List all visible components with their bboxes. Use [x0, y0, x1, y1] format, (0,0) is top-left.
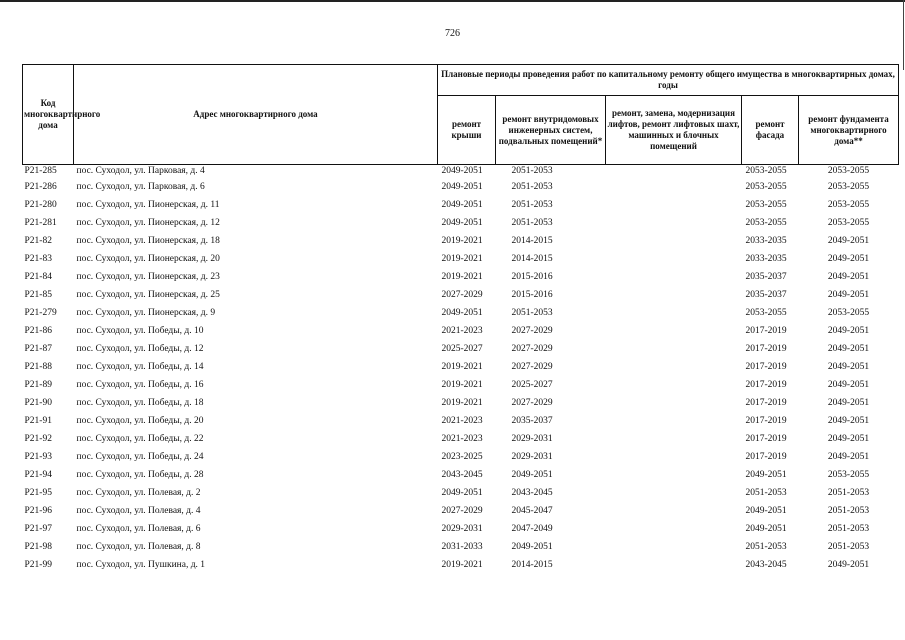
cell-foundation: 2053-2055 — [827, 200, 870, 210]
table-row — [23, 466, 899, 484]
cell-systems: 2035-2037 — [511, 416, 553, 426]
cell-code: P21-92 — [24, 434, 52, 444]
cell-code: P21-84 — [24, 272, 52, 282]
cell-facade: 2017-2019 — [745, 452, 787, 462]
cell-roof: 2049-2051 — [441, 182, 483, 192]
cell-systems: 2015-2016 — [511, 290, 553, 300]
cell-lifts — [606, 196, 742, 214]
table-row — [23, 178, 899, 196]
table-row — [23, 448, 899, 466]
cell-foundation: 2049-2051 — [827, 452, 870, 462]
cell-address: пос. Суходол, ул. Победы, д. 18 — [76, 398, 204, 408]
table-row — [23, 394, 899, 412]
cell-facade: 2017-2019 — [745, 434, 787, 444]
cell-systems: 2029-2031 — [511, 452, 553, 462]
cell-address: пос. Суходол, ул. Пионерская, д. 25 — [76, 290, 220, 300]
cell-foundation: 2049-2051 — [827, 380, 870, 390]
cell-lifts — [606, 178, 742, 196]
table-row — [23, 304, 899, 322]
cell-roof: 2019-2021 — [441, 560, 483, 570]
header-lifts: ремонт, замена, модернизация лифтов, ремонт лифтовых шахт, машинных и блочных помещений — [606, 96, 742, 165]
cell-address: пос. Суходол, ул. Полевая, д. 8 — [76, 542, 201, 552]
cell-systems: 2051-2053 — [511, 182, 553, 192]
cell-code: P21-280 — [24, 200, 57, 210]
cell-lifts — [606, 358, 742, 376]
cell-lifts — [606, 250, 742, 268]
cell-systems: 2014-2015 — [511, 560, 553, 570]
cell-address: пос. Суходол, ул. Победы, д. 14 — [76, 362, 204, 372]
cell-foundation: 2049-2051 — [827, 560, 870, 570]
cell-lifts — [606, 322, 742, 340]
cell-facade: 2017-2019 — [745, 344, 787, 354]
cell-code: P21-86 — [24, 326, 52, 336]
cell-roof: 2049-2051 — [441, 308, 483, 318]
cell-lifts — [606, 538, 742, 556]
cell-foundation: 2049-2051 — [827, 398, 870, 408]
cell-roof: 2019-2021 — [441, 398, 483, 408]
cell-code: P21-87 — [24, 344, 52, 354]
cell-address: пос. Суходол, ул. Пионерская, д. 20 — [76, 254, 220, 264]
cell-code: P21-94 — [24, 470, 52, 480]
cell-foundation: 2049-2051 — [827, 362, 870, 372]
cell-lifts — [606, 376, 742, 394]
cell-systems: 2045-2047 — [511, 506, 553, 516]
cell-foundation: 2053-2055 — [827, 166, 870, 176]
cell-systems: 2027-2029 — [511, 398, 553, 408]
cell-facade: 2053-2055 — [745, 182, 787, 192]
cell-systems: 2049-2051 — [511, 542, 553, 552]
cell-address: пос. Суходол, ул. Пионерская, д. 12 — [76, 218, 220, 228]
cell-lifts — [606, 286, 742, 304]
cell-facade: 2017-2019 — [745, 398, 787, 408]
cell-systems: 2027-2029 — [511, 362, 553, 372]
cell-facade: 2017-2019 — [745, 416, 787, 426]
cell-address: пос. Суходол, ул. Парковая, д. 6 — [76, 182, 205, 192]
cell-systems: 2047-2049 — [511, 524, 553, 534]
cell-roof: 2049-2051 — [441, 200, 483, 210]
cell-lifts — [606, 340, 742, 358]
cell-facade: 2051-2053 — [745, 542, 787, 552]
cell-systems: 2051-2053 — [511, 200, 553, 210]
cell-foundation: 2053-2055 — [827, 218, 870, 228]
cell-foundation: 2049-2051 — [827, 272, 870, 282]
cell-facade: 2053-2055 — [745, 166, 787, 176]
cell-code: P21-82 — [24, 236, 52, 246]
cell-roof: 2019-2021 — [441, 380, 483, 390]
cell-foundation: 2049-2051 — [827, 290, 870, 300]
cell-roof: 2021-2023 — [441, 416, 483, 426]
cell-address: пос. Суходол, ул. Пушкина, д. 1 — [76, 560, 206, 570]
table-row — [23, 502, 899, 520]
table-row — [23, 358, 899, 376]
cell-foundation: 2053-2055 — [827, 308, 870, 318]
header-systems: ремонт внутридомовых инженерных систем, подвальных помещений* — [496, 96, 606, 165]
cell-address: пос. Суходол, ул. Победы, д. 28 — [76, 470, 204, 480]
table-row — [23, 286, 899, 304]
cell-address: пос. Суходол, ул. Победы, д. 10 — [76, 326, 204, 336]
cell-code: P21-285 — [24, 166, 57, 176]
cell-lifts — [606, 430, 742, 448]
cell-roof: 2029-2031 — [441, 524, 483, 534]
cell-facade: 2049-2051 — [745, 524, 787, 534]
cell-code: P21-99 — [24, 560, 52, 570]
cell-lifts — [606, 268, 742, 286]
cell-roof: 2049-2051 — [441, 488, 483, 498]
cell-roof: 2049-2051 — [441, 218, 483, 228]
table-row — [23, 412, 899, 430]
cell-code: P21-83 — [24, 254, 52, 264]
cell-roof: 2019-2021 — [441, 362, 483, 372]
cell-systems: 2014-2015 — [511, 254, 553, 264]
cell-lifts — [606, 448, 742, 466]
cell-address: пос. Суходол, ул. Пионерская, д. 18 — [76, 236, 220, 246]
cell-code: P21-88 — [24, 362, 52, 372]
cell-facade: 2017-2019 — [745, 380, 787, 390]
cell-systems: 2051-2053 — [511, 308, 553, 318]
cell-foundation: 2049-2051 — [827, 416, 870, 426]
header-periods-group: Плановые периоды проведения работ по капитальному ремонту общего имущества в многоквартирных домах, годы — [438, 65, 899, 96]
cell-address: пос. Суходол, ул. Парковая, д. 4 — [76, 166, 205, 176]
top-rule — [0, 0, 905, 2]
cell-systems: 2051-2053 — [511, 166, 553, 176]
cell-facade: 2033-2035 — [745, 236, 787, 246]
cell-code: P21-286 — [24, 182, 57, 192]
table-row — [23, 196, 899, 214]
cell-facade: 2053-2055 — [745, 218, 787, 228]
cell-lifts — [606, 502, 742, 520]
cell-systems: 2029-2031 — [511, 434, 553, 444]
cell-address: пос. Суходол, ул. Полевая, д. 2 — [76, 488, 201, 498]
cell-facade: 2033-2035 — [745, 254, 787, 264]
table-row — [23, 376, 899, 394]
cell-systems: 2049-2051 — [511, 470, 553, 480]
cell-facade: 2049-2051 — [745, 470, 787, 480]
cell-code: P21-93 — [24, 452, 52, 462]
cell-roof: 2049-2051 — [441, 166, 483, 176]
cell-facade: 2035-2037 — [745, 290, 787, 300]
cell-foundation: 2053-2055 — [827, 182, 870, 192]
cell-address: пос. Суходол, ул. Полевая, д. 6 — [76, 524, 201, 534]
table-row — [23, 165, 899, 179]
cell-systems: 2051-2053 — [511, 218, 553, 228]
cell-roof: 2043-2045 — [441, 470, 483, 480]
cell-roof: 2027-2029 — [441, 290, 483, 300]
cell-code: P21-89 — [24, 380, 52, 390]
cell-address: пос. Суходол, ул. Победы, д. 22 — [76, 434, 204, 444]
cell-roof: 2027-2029 — [441, 506, 483, 516]
cell-facade: 2053-2055 — [745, 200, 787, 210]
cell-foundation: 2049-2051 — [827, 344, 870, 354]
header-facade: ремонт фасада — [742, 96, 799, 165]
cell-systems: 2014-2015 — [511, 236, 553, 246]
cell-roof: 2021-2023 — [441, 434, 483, 444]
cell-lifts — [606, 484, 742, 502]
cell-lifts — [606, 165, 742, 179]
cell-lifts — [606, 520, 742, 538]
cell-code: P21-96 — [24, 506, 52, 516]
table-row — [23, 430, 899, 448]
cell-lifts — [606, 412, 742, 430]
cell-facade: 2017-2019 — [745, 362, 787, 372]
cell-roof: 2025-2027 — [441, 344, 483, 354]
cell-address: пос. Суходол, ул. Пионерская, д. 9 — [76, 308, 216, 318]
cell-foundation: 2053-2055 — [827, 470, 870, 480]
cell-foundation: 2049-2051 — [827, 326, 870, 336]
cell-code: P21-281 — [24, 218, 57, 228]
cell-lifts — [606, 394, 742, 412]
table-row — [23, 340, 899, 358]
cell-address: пос. Суходол, ул. Победы, д. 24 — [76, 452, 204, 462]
cell-foundation: 2051-2053 — [827, 488, 870, 498]
cell-code: P21-85 — [24, 290, 52, 300]
cell-code: P21-279 — [24, 308, 57, 318]
cell-code: P21-98 — [24, 542, 52, 552]
header-address: Адрес многоквартирного дома — [74, 65, 438, 165]
capital-repair-table — [22, 64, 899, 574]
table-body — [23, 165, 899, 575]
cell-code: P21-90 — [24, 398, 52, 408]
cell-facade: 2017-2019 — [745, 326, 787, 336]
cell-roof: 2019-2021 — [441, 236, 483, 246]
cell-lifts — [606, 556, 742, 574]
cell-code: P21-97 — [24, 524, 52, 534]
table-row — [23, 520, 899, 538]
table-row — [23, 232, 899, 250]
cell-code: P21-91 — [24, 416, 52, 426]
cell-code: P21-95 — [24, 488, 52, 498]
cell-foundation: 2049-2051 — [827, 254, 870, 264]
header-code: Код многоквартирного дома — [23, 65, 74, 165]
table-row — [23, 322, 899, 340]
cell-systems: 2027-2029 — [511, 326, 553, 336]
cell-systems: 2027-2029 — [511, 344, 553, 354]
cell-lifts — [606, 304, 742, 322]
table-row — [23, 484, 899, 502]
cell-foundation: 2051-2053 — [827, 506, 870, 516]
cell-lifts — [606, 214, 742, 232]
table-row — [23, 214, 899, 232]
header-roof: ремонт крыши — [438, 96, 496, 165]
table-row — [23, 556, 899, 574]
cell-facade: 2053-2055 — [745, 308, 787, 318]
cell-lifts — [606, 232, 742, 250]
cell-roof: 2019-2021 — [441, 254, 483, 264]
cell-address: пос. Суходол, ул. Победы, д. 12 — [76, 344, 204, 354]
cell-facade: 2035-2037 — [745, 272, 787, 282]
cell-systems: 2025-2027 — [511, 380, 553, 390]
cell-systems: 2015-2016 — [511, 272, 553, 282]
cell-address: пос. Суходол, ул. Победы, д. 16 — [76, 380, 204, 390]
cell-facade: 2051-2053 — [745, 488, 787, 498]
table-row — [23, 250, 899, 268]
cell-foundation: 2051-2053 — [827, 542, 870, 552]
cell-roof: 2019-2021 — [441, 272, 483, 282]
page-number: 726 — [445, 28, 460, 39]
cell-address: пос. Суходол, ул. Пионерская, д. 11 — [76, 200, 220, 210]
cell-facade: 2049-2051 — [745, 506, 787, 516]
cell-systems: 2043-2045 — [511, 488, 553, 498]
header-foundation: ремонт фундамента многоквартирного дома** — [799, 96, 899, 165]
cell-foundation: 2049-2051 — [827, 236, 870, 246]
cell-roof: 2023-2025 — [441, 452, 483, 462]
cell-address: пос. Суходол, ул. Победы, д. 20 — [76, 416, 204, 426]
table-row — [23, 538, 899, 556]
cell-foundation: 2051-2053 — [827, 524, 870, 534]
cell-facade: 2043-2045 — [745, 560, 787, 570]
cell-foundation: 2049-2051 — [827, 434, 870, 444]
cell-roof: 2031-2033 — [441, 542, 483, 552]
cell-address: пос. Суходол, ул. Пионерская, д. 23 — [76, 272, 220, 282]
cell-address: пос. Суходол, ул. Полевая, д. 4 — [76, 506, 201, 516]
table-header — [23, 65, 899, 165]
table-row — [23, 268, 899, 286]
cell-roof: 2021-2023 — [441, 326, 483, 336]
cell-lifts — [606, 466, 742, 484]
